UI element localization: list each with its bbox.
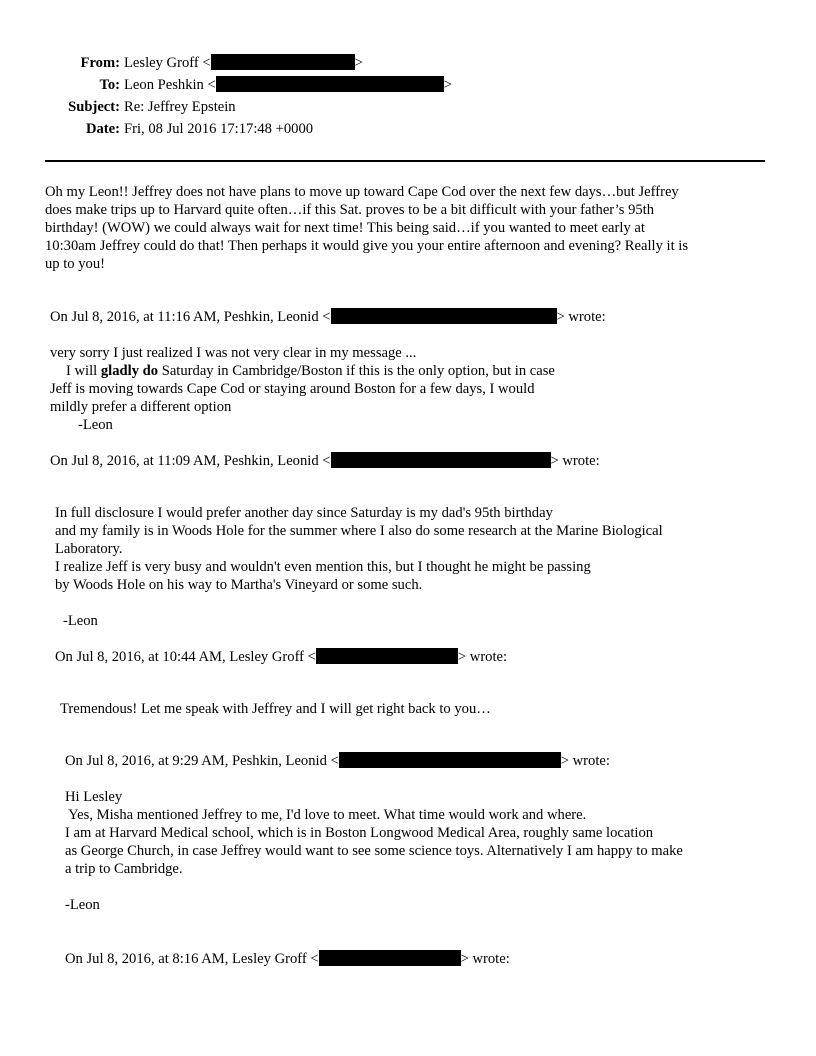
signature: -Leon xyxy=(63,613,98,629)
header-divider xyxy=(45,160,765,162)
subject-value: Re: Jeffrey Epstein xyxy=(124,99,236,115)
body-line: I realize Jeff is very busy and wouldn't even mention this, but I thought he might be passing xyxy=(55,559,591,575)
body-line: I will gladly do Saturday in Cambridge/Boston if this is the only option, but in case xyxy=(66,363,555,379)
body-line: 10:30am Jeffrey could do that! Then perhaps it would give you your entire afternoon and evening? Really it is xyxy=(45,238,689,254)
body-line: as George Church, in case Jeffrey would want to see some science toys. Alternatively I am happy to make xyxy=(65,843,683,859)
quote-header: On Jul 8, 2016, at 11:16 AM, Peshkin, Leonid < > wrote: xyxy=(50,309,606,325)
body-line: mildly prefer a different option xyxy=(50,399,232,415)
signature: -Leon xyxy=(65,897,100,913)
redaction-bar xyxy=(316,648,458,664)
to-value: Leon Peshkin < > xyxy=(124,77,452,93)
redaction-bar xyxy=(211,54,355,70)
body-line: very sorry I just realized I was not very clear in my message ... xyxy=(50,345,417,361)
body-line: Yes, Misha mentioned Jeffrey to me, I'd love to meet. What time would work and where. xyxy=(65,807,587,823)
body-line: In full disclosure I would prefer another day since Saturday is my dad's 95th birthday xyxy=(55,505,553,521)
body-line: Oh my Leon!! Jeffrey does not have plans to move up toward Cape Cod over the next few days…but Jeffrey xyxy=(45,184,679,200)
date-label: Date: xyxy=(85,121,120,137)
quote-header: On Jul 8, 2016, at 11:09 AM, Peshkin, Leonid < > wrote: xyxy=(50,453,600,469)
subject-label: Subject: xyxy=(68,99,120,115)
quote-header: On Jul 8, 2016, at 8:16 AM, Lesley Groff < > wrote: xyxy=(65,951,510,967)
date-value: Fri, 08 Jul 2016 17:17:48 +0000 xyxy=(124,121,314,137)
body-line: Hi Lesley xyxy=(65,789,123,805)
body-line: a trip to Cambridge. xyxy=(65,861,183,877)
quote-header: On Jul 8, 2016, at 10:44 AM, Lesley Groff < > wrote: xyxy=(55,649,508,665)
body-line: I am at Harvard Medical school, which is in Boston Longwood Medical Area, roughly same location xyxy=(65,825,654,841)
from-value: Lesley Groff < > xyxy=(124,55,363,71)
body-line: birthday! (WOW) we could always wait for next time! This being said…if you wanted to meet early at xyxy=(45,220,645,236)
body-line: Tremendous! Let me speak with Jeffrey and I will get right back to you… xyxy=(60,701,491,717)
quote-header: On Jul 8, 2016, at 9:29 AM, Peshkin, Leonid < > wrote: xyxy=(65,753,610,769)
signature: -Leon xyxy=(78,417,113,433)
body-line: Laboratory. xyxy=(55,541,123,557)
redaction-bar xyxy=(216,76,444,92)
redaction-bar xyxy=(331,308,557,324)
to-label: To: xyxy=(99,77,120,93)
redaction-bar xyxy=(331,452,551,468)
from-label: From: xyxy=(80,55,120,71)
redaction-bar xyxy=(319,950,461,966)
body-line: does make trips up to Harvard quite often…if this Sat. proves to be a bit difficult with your father’s 95th xyxy=(45,202,655,218)
body-line: and my family is in Woods Hole for the summer where I also do some research at the Marine Biological xyxy=(55,523,663,539)
body-line: up to you! xyxy=(45,256,105,272)
body-line: by Woods Hole on his way to Martha's Vineyard or some such. xyxy=(55,577,423,593)
redaction-bar xyxy=(339,752,561,768)
body-line: Jeff is moving towards Cape Cod or staying around Boston for a few days, I would xyxy=(50,381,535,397)
